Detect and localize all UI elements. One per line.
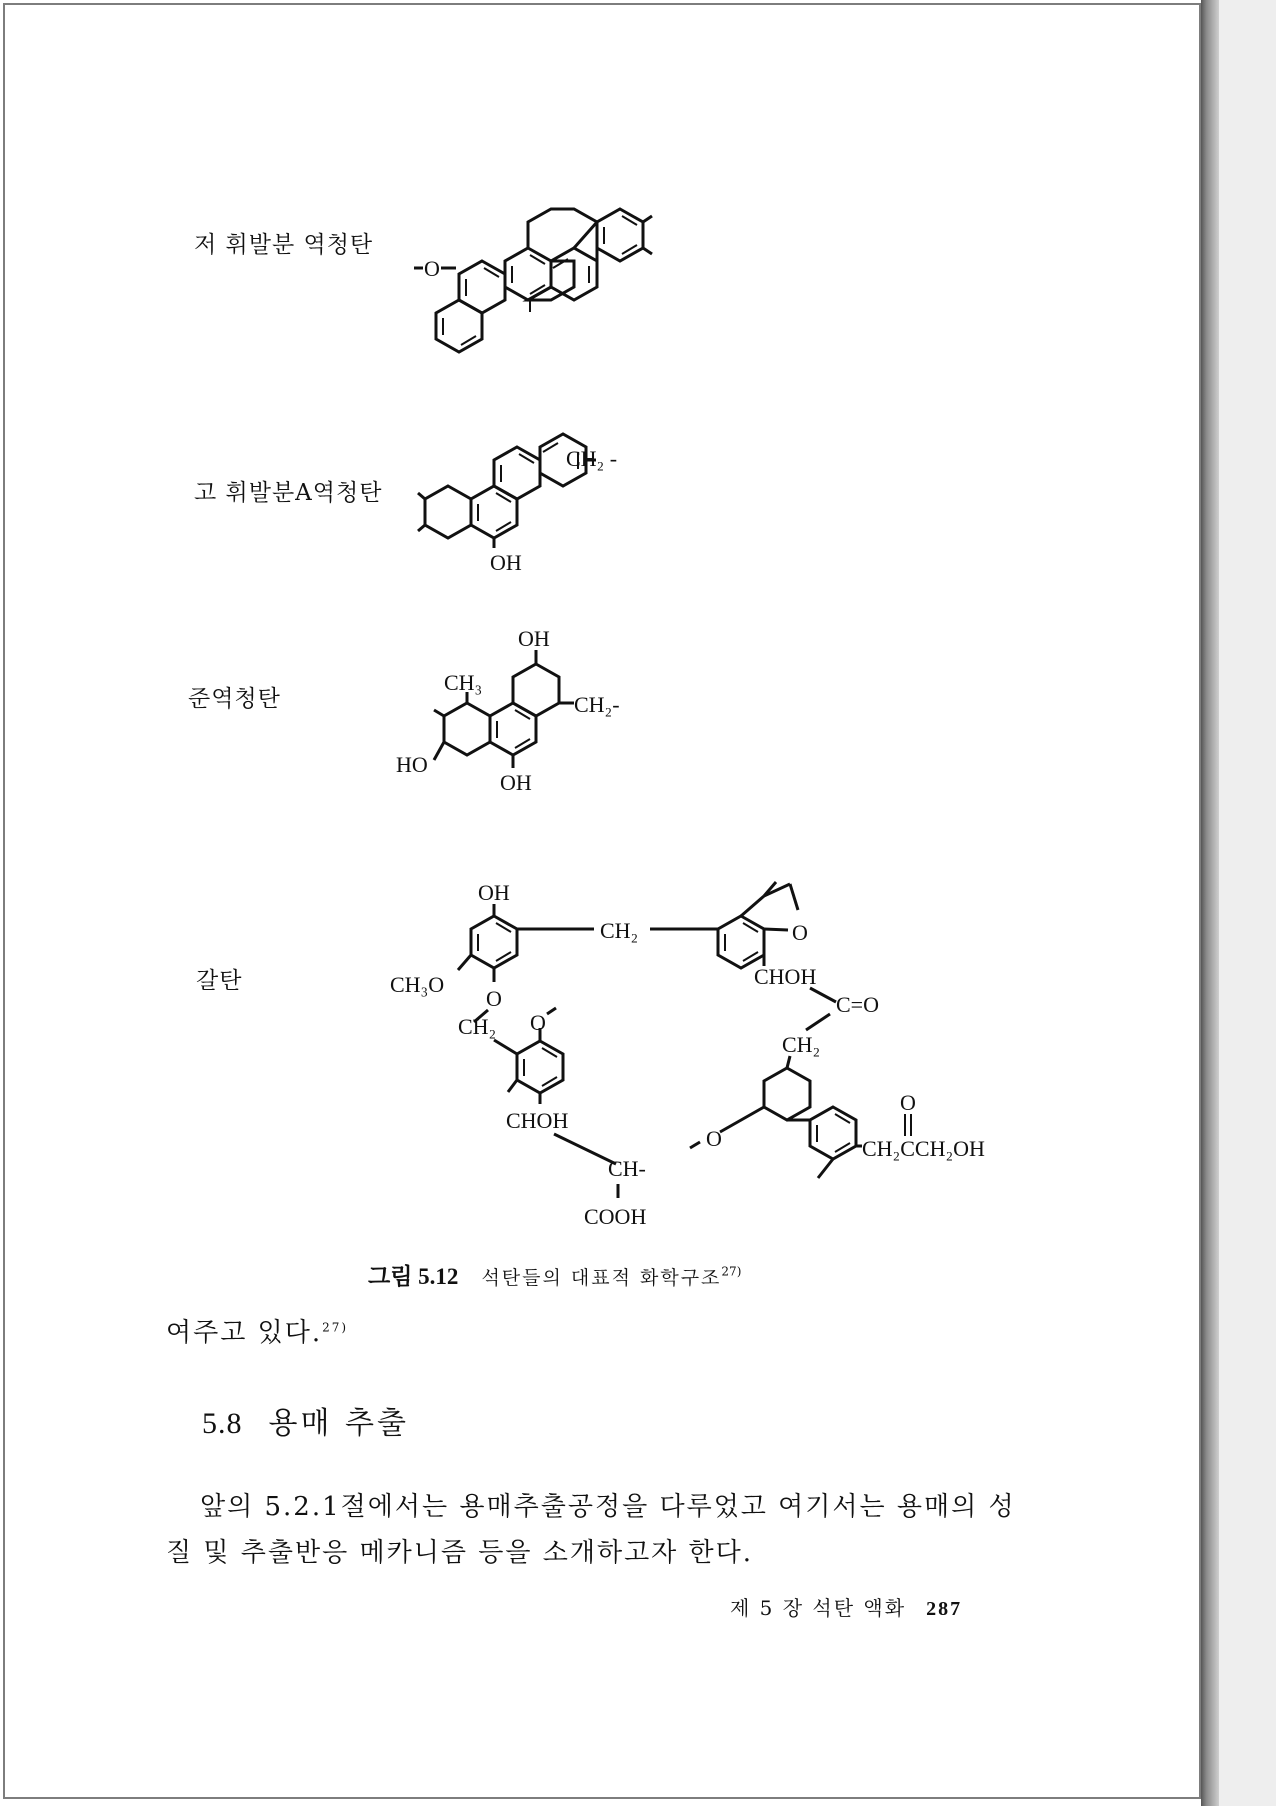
carbonyl-label: C=O [836, 992, 879, 1017]
page-footer [730, 1592, 962, 1621]
body-paragraph [166, 1484, 1026, 1576]
oh-top-label: OH [518, 626, 550, 651]
figure-reference: 27) [721, 1264, 742, 1279]
oh-label: OH [478, 880, 510, 905]
figure-caption [368, 1258, 741, 1291]
structure-subbituminous [396, 626, 620, 795]
structure-lignite [390, 880, 985, 1229]
ch2-group-label: CH₂- [574, 692, 620, 717]
oh-group-label: OH [490, 550, 522, 575]
o-side-label: O [530, 1010, 546, 1035]
continued-sentence: 여주고 있다. [166, 1318, 323, 1348]
page-number: 287 [926, 1598, 963, 1620]
o-left-label: O [706, 1126, 722, 1151]
structure-low-volatile-bituminous [414, 209, 652, 352]
label-high-volatile-a-bituminous: 고 휘발분A역청탄 [194, 480, 383, 506]
ch2-right-label: CH₂ [782, 1032, 821, 1057]
o-link-label: O [486, 986, 502, 1011]
ch-label: CH- [608, 1156, 646, 1181]
ring-o-label: O [792, 920, 808, 945]
structure-high-volatile-a-bituminous [418, 434, 617, 575]
ho-group-label: HO [396, 752, 428, 777]
section-heading [202, 1398, 409, 1442]
paragraph-text: 앞의 5.2.1절에서는 용매추출공정을 다루었고 여기서는 용매의 성질 및 추출반응 메카니즘 등을 소개하고자 한다. [166, 1492, 1016, 1568]
ch3o-label: CH₃O [390, 972, 445, 997]
carbonyl-o-label: O [900, 1090, 916, 1115]
choh-left-label: CHOH [506, 1108, 569, 1133]
footer-chapter: 제 5 장 석탄 액화 [730, 1596, 907, 1620]
section-number: 5.8 [202, 1407, 243, 1440]
oh-bottom-label: OH [500, 770, 532, 795]
cooh-label: COOH [584, 1204, 647, 1229]
ch2-lower-label: CH₂ [458, 1014, 497, 1039]
ch2-group-label: CH₂ - [566, 446, 618, 471]
figure-caption-text: 석탄들의 대표적 화학구조 [481, 1267, 722, 1289]
side-chain-label: CH₂CCH₂OH [862, 1136, 985, 1161]
label-low-volatile-bituminous: 저 휘발분 역청탄 [194, 232, 374, 258]
figure-number: 그림 5.12 [368, 1264, 459, 1289]
continued-text [166, 1312, 348, 1349]
methoxy-o-label: O [424, 256, 440, 281]
continued-reference: 27) [322, 1320, 349, 1335]
ch3-group-label: CH₃ [444, 670, 483, 695]
choh-right-label: CHOH [754, 964, 817, 989]
label-lignite: 갈탄 [196, 968, 243, 994]
ch2-bridge-label: CH₂ [600, 918, 639, 943]
label-subbituminous: 준역청탄 [188, 686, 281, 712]
section-title: 용매 추출 [268, 1406, 409, 1441]
